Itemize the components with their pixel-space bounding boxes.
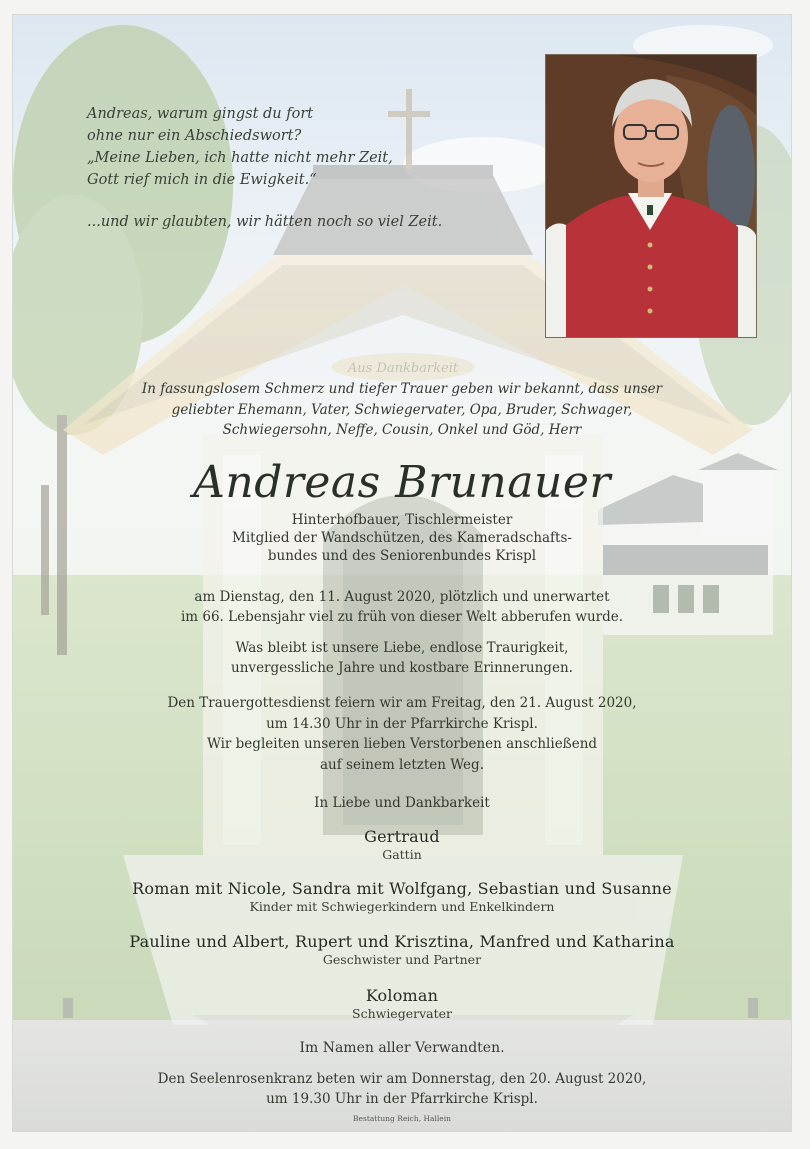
poem-closing: ...und wir glaubten, wir hätten noch so viel Zeit.: [87, 214, 443, 230]
death-line: am Dienstag, den 11. August 2020, plötzlich und unerwartet: [194, 589, 610, 605]
family-entry: [13, 986, 791, 1022]
family-entry: [13, 827, 791, 863]
service-line: Wir begleiten unseren lieben Verstorbenen anschließend: [206, 736, 598, 752]
occupation-line: Mitglied der Wandschützen, des Kameradschafts-: [232, 530, 572, 546]
deceased-occupation: [13, 511, 791, 565]
obituary-sheet: [12, 14, 792, 1132]
announcement-line: In fassungslosem Schmerz und tiefer Trauer geben wir bekannt, dass unser: [141, 381, 663, 397]
portrait-photo: [545, 54, 757, 338]
love-line: In Liebe und Dankbarkeit: [314, 795, 490, 811]
family-names: Gertraud: [364, 827, 440, 846]
poem-line: „Meine Lieben, ich hatte nicht mehr Zeit,: [87, 150, 393, 166]
family-names: Koloman: [365, 986, 439, 1005]
service-line: auf seinem letzten Weg.: [320, 756, 484, 773]
remains-line: Was bleibt ist unsere Liebe, endlose Traurigkeit,: [235, 640, 569, 656]
family-entry: [13, 932, 791, 968]
family-role: Gattin: [382, 847, 422, 862]
memorial-poem: [87, 103, 507, 233]
poem-line: ohne nur ein Abschiedswort?: [87, 128, 302, 144]
announcement-line: geliebter Ehemann, Vater, Schwiegervater, Opa, Bruder, Schwager,: [171, 401, 633, 418]
family-role: Geschwister und Partner: [322, 952, 482, 967]
chapel-sign-text: Aus Dankbarkeit: [347, 361, 459, 376]
poem-line: Andreas, warum gingst du fort: [87, 106, 314, 122]
death-line: im 66. Lebensjahr viel zu früh von dieser Welt abberufen wurde.: [180, 609, 624, 625]
announcement-line: Schwiegersohn, Neffe, Cousin, Onkel und Göd, Herr: [222, 422, 582, 438]
portrait-image: [546, 55, 756, 337]
rosary-line: Den Seelenrosenkranz beten wir am Donnerstag, den 20. August 2020,: [157, 1071, 647, 1087]
service-line: Den Trauergottesdienst feiern wir am Freitag, den 21. August 2020,: [167, 695, 637, 711]
occupation-line: bundes und des Seniorenbundes Krispl: [267, 548, 537, 564]
death-notice: [13, 587, 791, 627]
family-names: Roman mit Nicole, Sandra mit Wolfgang, Sebastian und Susanne: [132, 879, 672, 898]
occupation-line: Hinterhofbauer, Tischlermeister: [291, 512, 513, 528]
family-role: Kinder mit Schwiegerkindern und Enkelkindern: [249, 899, 555, 914]
remains-text: [13, 638, 791, 678]
rosary-notice: [13, 1069, 791, 1109]
rosary-line: um 19.30 Uhr in der Pfarrkirche Krispl.: [266, 1091, 538, 1107]
family-names: Pauline und Albert, Rupert und Krisztina, Manfred und Katharina: [129, 932, 675, 951]
poem-line: Gott rief mich in die Ewigkeit.“: [87, 172, 317, 188]
service-line: um 14.30 Uhr in der Pfarrkirche Krispl.: [266, 715, 538, 732]
remains-line: unvergessliche Jahre und kostbare Erinnerungen.: [231, 660, 573, 676]
funeral-service: [13, 693, 791, 775]
family-entry: [13, 879, 791, 915]
relatives-line: Im Namen aller Verwandten.: [299, 1040, 505, 1056]
announcement: [13, 379, 791, 441]
funeral-home-credit: Bestattung Reich, Hallein: [353, 1114, 451, 1123]
family-role: Schwiegervater: [352, 1006, 452, 1021]
deceased-name: Andreas Brunauer: [193, 457, 611, 508]
